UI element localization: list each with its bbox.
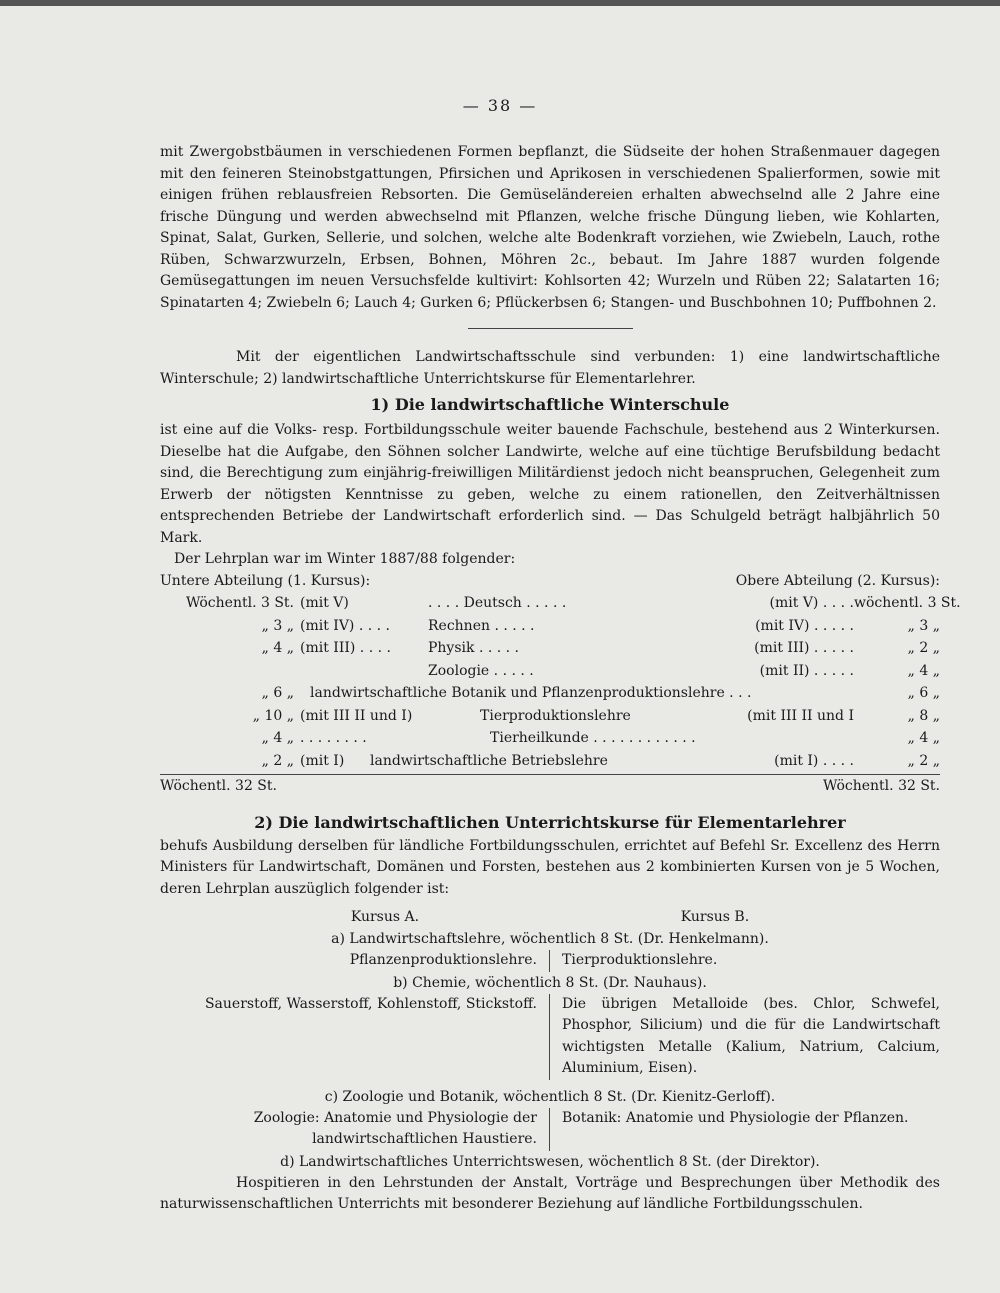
hours-right: „ 6 „ (907, 685, 940, 701)
hours-right: „ 2 „ (907, 640, 940, 656)
schedule-sum-rule (160, 774, 940, 775)
page-content (160, 142, 961, 1216)
course-a-title: a) Landwirtschaftslehre, wöchentlich 8 St. (Dr. Henkelmann). (331, 931, 769, 947)
schedule-header (160, 571, 940, 593)
hours-right: „ 8 „ (907, 707, 940, 724)
class-left: (mit III) . . . . (300, 640, 391, 656)
section2-paragraph: behufs Ausbildung derselben für ländliche Fortbildungsschulen, errichtet auf Befehl Sr. Excellenz des Herrn Ministers für Landwirtschaft, Domänen und Forsten, bestehen aus 2 kombinierten Kursen von je 5 Wochen, deren Lehrplan auszüglich folgender ist: (160, 837, 940, 897)
class-left: (mit IV) . . . . (300, 617, 390, 634)
scan-top-edge (0, 0, 1000, 6)
kursus-b-label: Kursus B. (680, 909, 750, 925)
total-right: Wöchentl. 32 St. (823, 778, 940, 794)
class-left: . . . . . . . . (300, 730, 367, 746)
schedule-row (160, 660, 940, 683)
schedule-row (160, 592, 961, 615)
course-c-left: Zoologie: Anatomie und Physiologie der landwirtschaftlichen Haustiere. (160, 1108, 550, 1151)
schedule-totals (160, 776, 940, 798)
page-number: — 38 — (462, 96, 538, 115)
course-a-left: Pflanzenproduktionslehre. (160, 950, 550, 972)
schedule-row (160, 615, 940, 638)
course-c-title: c) Zoologie und Botanik, wöchentlich 8 St. (Dr. Kienitz-Gerloff). (324, 1088, 776, 1105)
hours-left: „ 4 „ (261, 640, 294, 656)
hours-left: „ 2 „ (261, 752, 294, 769)
subject: Physik . . . . . (428, 640, 519, 656)
schedule-row (160, 727, 940, 750)
schedule-row (160, 705, 940, 728)
total-left: Wöchentl. 32 St. (160, 778, 277, 794)
course-b-left: Sauerstoff, Wasserstoff, Kohlenstoff, Stickstoff. (160, 994, 550, 1080)
hours-left: „ 4 „ (261, 730, 294, 746)
schedule-row (160, 750, 940, 773)
section2-title: 2) Die landwirtschaftlichen Unterrichtskurse für Elementarlehrer (254, 812, 846, 832)
hours-right: „ 4 „ (907, 662, 940, 679)
class-right: (mit II) . . . . . (759, 662, 854, 679)
upper-division-label: Obere Abteilung (2. Kursus): (735, 572, 940, 589)
section1-paragraph: ist eine auf die Volks- resp. Fortbildungsschule weiter bauende Fachschule, bestehend aus 2 Winterkursen. Dieselbe hat die Aufgabe, den Söhnen solcher Landwirte, welche auf eine tüchtige Berufsbildung bedacht sind, die Berechtigung zum einjährig-freiwilligen Militärdienst jedoch nicht beanspruchen, Gelegenheit zum Erwerb der nötigsten Kenntnisse zu geben, welche zu einem rationellen, den Zeitverhältnissen entsprechenden Betriebe der Landwirtschaft erforderlich sind. — Das Schulgeld beträgt halbjährlich 50 Mark. (160, 422, 940, 546)
course-a-right: Tierproduktionslehre. (562, 952, 718, 968)
course-headings (160, 900, 940, 928)
schedule-row (160, 682, 940, 705)
subject: landwirtschaftliche Betriebslehre (370, 752, 608, 769)
lehrplan-intro: Der Lehrplan war im Winter 1887/88 folgender: (174, 551, 516, 567)
course-d-text: Hospitieren in den Lehrstunden der Anstalt, Vorträge und Besprechungen über Methodik des naturwissenschaftlichen Unterrichts mit besonderer Beziehung auf ländliche Fortbildungsschulen. (160, 1174, 940, 1212)
hours-right: wöchentl. 3 St. (854, 595, 961, 611)
class-right: (mit IV) . . . . . (755, 617, 854, 634)
hours-left: „ 6 „ (261, 685, 294, 701)
class-right: (mit III II und I (747, 707, 854, 724)
hours-left: „ 3 „ (261, 617, 294, 634)
course-d-title: d) Landwirtschaftliches Unterrichtswesen, wöchentlich 8 St. (der Direktor). (280, 1153, 820, 1170)
subject: Zoologie . . . . . (428, 662, 534, 679)
subject: Rechnen . . . . . (428, 617, 535, 634)
class-right: (mit V) . . . . (769, 595, 854, 611)
course-b-split (160, 994, 940, 1080)
intro-paragraph: mit Zwergobstbäumen in verschiedenen Formen bepflanzt, die Südseite der hohen Straßenmauer dagegen mit den feineren Steinobstgattungen, Pfirsichen und Aprikosen in verschiedenen Spalierformen, sowie mit einigen frühen reblausfreien Rebsorten. Die Gemüseländereien erhalten abwechselnd alle 2 Jahre eine frische Düngung und werden abwechselnd mit Pflanzen, welche frische Düngung lieben, wie Kohlarten, Spinat, Salat, Gurken, Sellerie, und solchen, welche alte Bodenkraft vorziehen, wie Zwiebeln, Lauch, rothe Rüben, Schwarzwurzeln, Erbsen, Bohnen, Möhren 2c., bebaut. Im Jahre 1887 wurden folgende Gemüsegattungen im neuen Versuchsfelde kultivirt: Kohlsorten 42; Wurzeln und Rüben 22; Salatarten 16; Spinatarten 4; Zwiebeln 6; Lauch 4; Gurken 6; Pflückerbsen 6; Stangen- und Buschbohnen 10; Puffbohnen 2. (160, 144, 940, 311)
class-left: (mit III II und I) (300, 707, 413, 724)
subject: . . . . Deutsch . . . . . (428, 595, 567, 611)
course-c-split (160, 1108, 940, 1151)
hours-right: „ 3 „ (907, 617, 940, 634)
class-right: (mit I) . . . . (774, 752, 854, 769)
kursus-a-label: Kursus A. (350, 909, 420, 925)
schedule-row (160, 637, 940, 660)
class-left: (mit V) (300, 595, 349, 611)
schedule-table (160, 592, 961, 798)
lower-division-label: Untere Abteilung (1. Kursus): (160, 572, 371, 589)
course-b-right: Die übrigen Metalloide (bes. Chlor, Schwefel, Phosphor, Silicium) und die für die Landwirtschaft wichtigsten Metalle (Kalium, Natrium, Calcium, Aluminium, Eisen). (562, 995, 940, 1076)
subject: Tierproduktionslehre (480, 707, 631, 724)
subject: Tierheilkunde . . . . . . . . . . . . (490, 730, 696, 746)
class-left: (mit I) (300, 752, 345, 769)
class-right: (mit III) . . . . . (754, 640, 854, 656)
subject: landwirtschaftliche Botanik und Pflanzenproduktionslehre . . . (310, 685, 752, 701)
hours-right: „ 4 „ (907, 730, 940, 746)
separator-rule (468, 328, 633, 329)
course-c-right: Botanik: Anatomie und Physiologie der Pflanzen. (562, 1109, 909, 1126)
hours-left: „ 10 „ (252, 707, 294, 724)
schools-intro: Mit der eigentlichen Landwirtschaftsschule sind verbunden: 1) eine landwirtschaftliche Winterschule; 2) landwirtschaftliche Unterrichtskurse für Elementarlehrer. (160, 349, 940, 387)
course-a-split (160, 950, 940, 972)
course-b-title: b) Chemie, wöchentlich 8 St. (Dr. Nauhaus). (393, 974, 707, 991)
section1-title: 1) Die landwirtschaftliche Winterschule (370, 395, 730, 414)
hours-right: „ 2 „ (907, 752, 940, 769)
hours-left: Wöchentl. 3 St. (185, 595, 294, 611)
